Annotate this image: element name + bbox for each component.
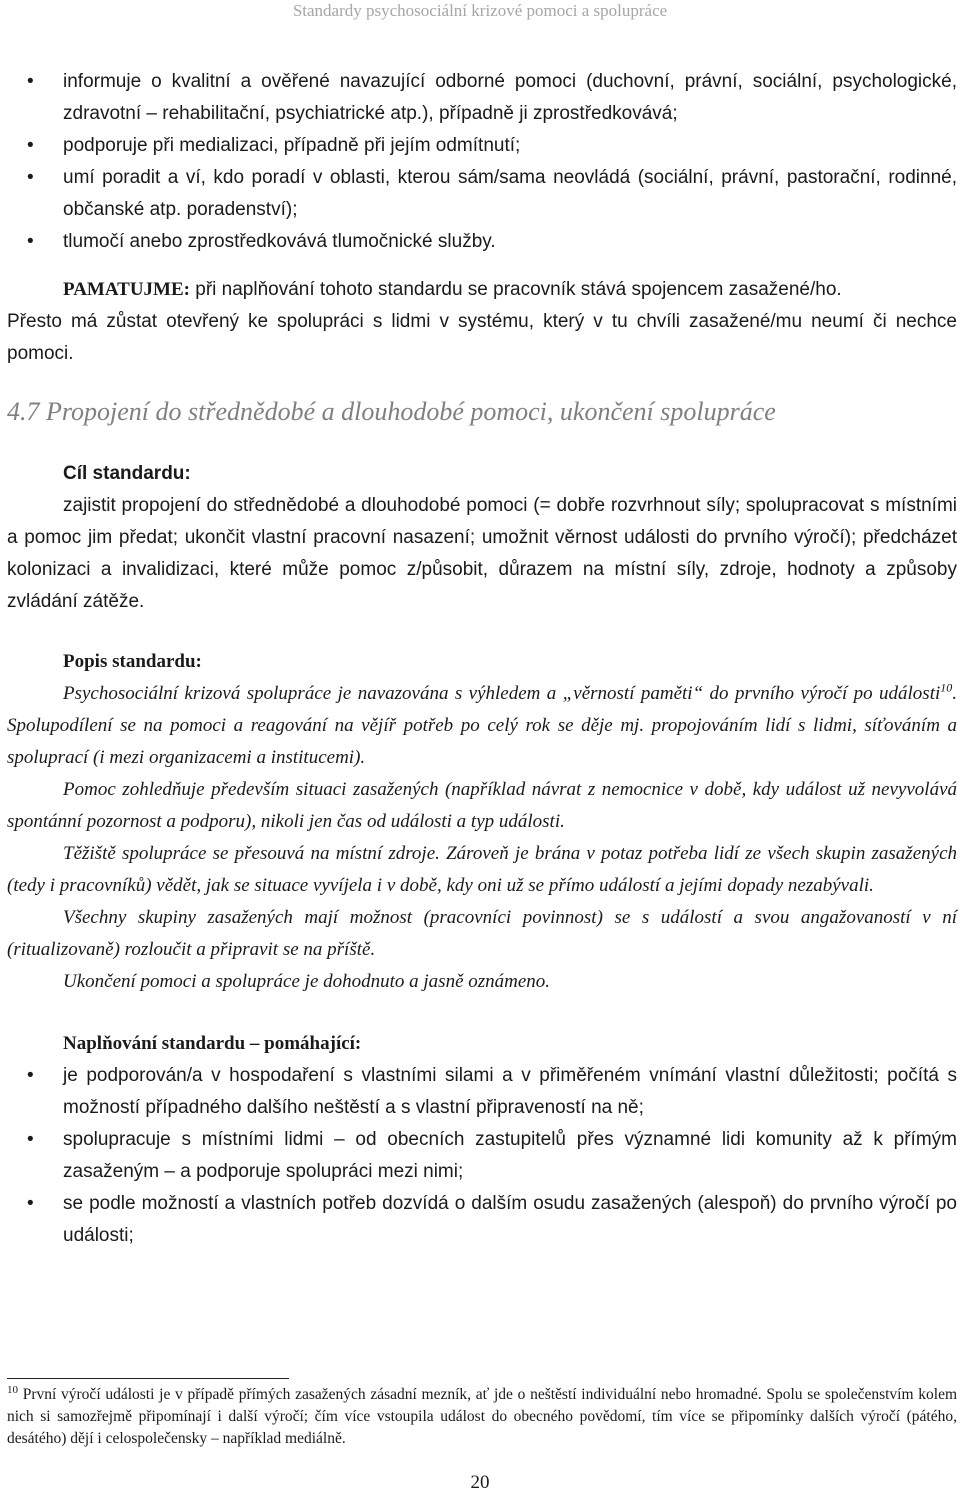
list-item: • spolupracuje s místními lidmi – od obecních zastupitelů přes významné lidi komunity až k přímým zasaženým – a podporuje spolupráci mezi nimi; xyxy=(7,1124,957,1188)
footnote-ref: 10 xyxy=(940,680,953,695)
list-item: • tlumočí anebo zprostředkovává tlumočnické služby. xyxy=(7,226,957,258)
footnote-separator xyxy=(7,1378,289,1379)
bullet-icon: • xyxy=(27,1193,34,1214)
popis-paragraph-3: Těžiště spolupráce se přesouvá na místní zdroje. Zároveň je brána v potaz potřeba lidí ze všech skupin zasažených (tedy i pracovníků) vědět, jak se situace vyvíjela i v době, kdy oni už se přímo událostí a jejími dopady nezabývali. xyxy=(7,843,957,896)
bullet-icon: • xyxy=(27,231,34,252)
bullet-icon: • xyxy=(27,135,34,156)
napln-bullet-list xyxy=(7,1060,957,1252)
naplnovani-standardu xyxy=(7,1028,957,1252)
cil-standardu xyxy=(7,458,957,618)
bullet-icon: • xyxy=(27,167,34,188)
list-item: • podporuje při medializaci, případně při jejím odmítnutí; xyxy=(7,130,957,162)
section-title-text: Propojení do střednědobé a dlouhodobé pomoci, ukončení spolupráce xyxy=(46,397,776,426)
page-number: 20 xyxy=(470,1472,490,1493)
popis-paragraph-5: Ukončení pomoci a spolupráce je dohodnuto a jasně oznámeno. xyxy=(63,971,551,992)
cil-body: zajistit propojení do střednědobé a dlouhodobé pomoci (= dobře rozvrhnout síly; spolupracovat s místními a pomoc jim předat; ukončit vlastní pracovní nasazení; umožnit věrnost události do prvního výročí); předcházet kolonizaci a invalidizaci, které může pomoc z/působit, důrazem na místní síly, zdroje, hodnoty a způsoby zvládání zátěže. xyxy=(7,495,957,612)
footnote-number: 10 xyxy=(7,1383,18,1396)
list-item: • je podporován/a v hospodaření s vlastními silami a v přiměřeném vnímání vlastní důležitosti; počítá s možností případného dalšího neštěstí a s vlastní připraveností na ně; xyxy=(7,1060,957,1124)
top-bullet-list xyxy=(7,66,957,258)
napln-heading: Naplňování standardu – pomáhající: xyxy=(63,1033,362,1054)
popis-paragraph-1: Psychosociální krizová spolupráce je navazována s výhledem a „věrností paměti“ do prvního výročí po události$^{10}$. Spolupodílení se na pomoci a reagování na vějíř potřeb po celý rok se děje mj. propojováním lidí s lidmi, síťováním a spoluprací (i mezi organizacemi a institucemi). xyxy=(7,680,957,768)
pamatujme-note xyxy=(7,274,957,370)
section-title xyxy=(7,392,957,432)
running-header: Standardy psychosociální krizové pomoci a spolupráce xyxy=(292,1,668,20)
pamatujme-text-1: při naplňování tohoto standardu se pracovník stává spojencem zasažené/ho. xyxy=(190,279,842,300)
list-item: • se podle možností a vlastních potřeb dozvídá o dalším osudu zasažených (alespoň) do prvního výročí po události; xyxy=(7,1188,957,1252)
popis-heading: Popis standardu: xyxy=(63,651,202,672)
bullet-icon: • xyxy=(27,71,34,92)
bullet-icon: • xyxy=(27,1065,34,1086)
pamatujme-label: PAMATUJME: xyxy=(63,279,190,300)
section-number: 4.7 xyxy=(7,397,40,426)
popis-paragraph-4: Všechny skupiny zasažených mají možnost (pracovníci povinnost) se s událostí a svou angažovaností v ní (ritualizovaně) rozloučit a připravit se na příště. xyxy=(7,907,957,960)
footnote-text: První výročí události je v případě přímých zasažených zásadní mezník, ať jde o neštěstí individuální nebo hromadné. Spolu se společenstvím kolem nich si samozřejmě připomínají i další výročí; čím více vstoupila událost do obecného povědomí, tím více se připomínky dalších výročí (pátého, desátého) dějí i celospolečensky – například mediálně. xyxy=(7,1386,957,1447)
footnote xyxy=(7,1384,957,1450)
bullet-icon: • xyxy=(27,1129,34,1150)
list-item: • umí poradit a ví, kdo poradí v oblasti, kterou sám/sama neovládá (sociální, právní, pastorační, rodinné, občanské atp. poradenství); xyxy=(7,162,957,226)
cil-heading: Cíl standardu: xyxy=(63,463,191,484)
popis-paragraph-2: Pomoc zohledňuje především situaci zasažených (například návrat z nemocnice v době, kdy událost už nevyvolává spontánní pozornost a podporu), nikoli jen čas od události a typ události. xyxy=(7,779,957,832)
page-content xyxy=(7,66,957,1252)
pamatujme-text-2: Přesto má zůstat otevřený ke spolupráci s lidmi v systému, který v tu chvíli zasažené/mu neumí či nechce pomoci. xyxy=(7,311,957,364)
list-item: • informuje o kvalitní a ověřené navazující odborné pomoci (duchovní, právní, sociální, psychologické, zdravotní – rehabilitační, psychiatrické atp.), případně ji zprostředkovává; xyxy=(7,66,957,130)
popis-standardu xyxy=(7,646,957,998)
